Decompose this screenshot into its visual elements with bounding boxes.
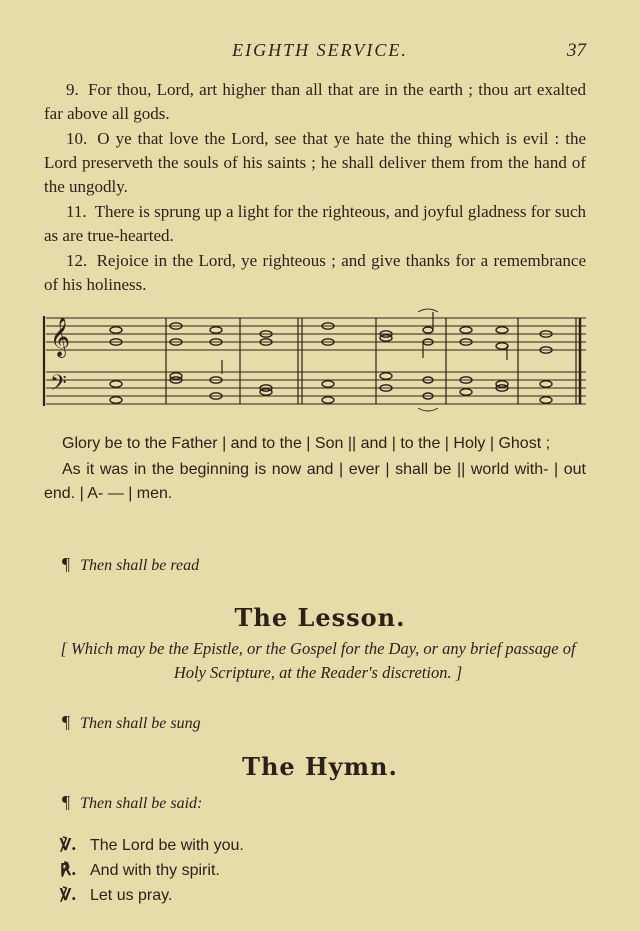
versicle bbox=[60, 833, 244, 858]
psalm-verses bbox=[44, 78, 586, 298]
treble-notes bbox=[110, 323, 552, 353]
slur bbox=[418, 309, 438, 312]
verse-text: For thou, Lord, art higher than all that are in the earth ; thou art exalted far above all gods. bbox=[44, 80, 586, 123]
response-icon: ℟. bbox=[60, 860, 77, 879]
note-stems bbox=[222, 312, 507, 374]
verse bbox=[44, 200, 586, 248]
running-title: EIGHTH SERVICE. bbox=[232, 40, 408, 60]
bass-clef: 𝄢 bbox=[50, 371, 67, 401]
rubric-text: Then shall be sung bbox=[80, 715, 201, 732]
rubric-read bbox=[62, 554, 199, 575]
chant-score bbox=[40, 308, 590, 413]
treble-clef: 𝄞 bbox=[50, 317, 71, 357]
hymn-heading: The Hymn. bbox=[242, 752, 398, 781]
rubric-text: Then shall be read bbox=[80, 557, 200, 574]
lesson-note: [ Which may be the Epistle, or the Gospel for the Day, or any brief passage of Holy Scripture, at the Reader's discretion. ] bbox=[60, 639, 576, 682]
rubric-said bbox=[62, 792, 202, 813]
gloria-patri bbox=[44, 432, 586, 506]
versicle-icon: ℣. bbox=[60, 835, 77, 854]
rubric-sung bbox=[62, 712, 201, 733]
verse bbox=[44, 78, 586, 126]
response bbox=[60, 858, 244, 883]
pilcrow-icon: ¶ bbox=[62, 712, 71, 732]
versicle-text: The Lord be with you. bbox=[90, 837, 244, 854]
slur bbox=[418, 408, 438, 411]
verse-text: O ye that love the Lord, see that ye hate the thing which is evil : the Lord preserveth the souls of his saints ; he shall deliver them from the hand of the ungodly. bbox=[44, 129, 586, 196]
versicles bbox=[60, 833, 244, 908]
page-number: 37 bbox=[567, 40, 586, 61]
versicle-icon: ℣. bbox=[60, 885, 77, 904]
verse-number: 9. bbox=[66, 80, 79, 99]
bass-staff bbox=[46, 372, 586, 404]
pilcrow-icon: ¶ bbox=[62, 554, 71, 574]
versicle-text: Let us pray. bbox=[90, 887, 173, 904]
gloria-line: Glory be to the Father | and to the | Son || and | to the | Holy | Ghost ; bbox=[62, 435, 551, 452]
versicle bbox=[60, 883, 244, 908]
pilcrow-icon: ¶ bbox=[62, 792, 71, 812]
verse-text: Rejoice in the Lord, ye righteous ; and give thanks for a remembrance of his holiness. bbox=[44, 251, 586, 294]
verse bbox=[44, 127, 586, 199]
verse bbox=[44, 249, 586, 297]
page-header bbox=[0, 38, 640, 68]
verse-text: There is sprung up a light for the righteous, and joyful gladness for such as are true-hearted. bbox=[44, 202, 586, 245]
bar-lines bbox=[166, 318, 580, 404]
gloria-line: As it was in the beginning is now and | ever | shall be || world with- | out end. | A- — | men. bbox=[44, 461, 586, 502]
verse-number: 11. bbox=[66, 202, 87, 221]
verse-number: 10. bbox=[66, 129, 88, 148]
response-text: And with thy spirit. bbox=[90, 862, 220, 879]
treble-staff bbox=[46, 318, 586, 350]
rubric-text: Then shall be said: bbox=[80, 795, 203, 812]
verse-number: 12. bbox=[66, 251, 88, 270]
lesson-heading: The Lesson. bbox=[234, 603, 406, 632]
